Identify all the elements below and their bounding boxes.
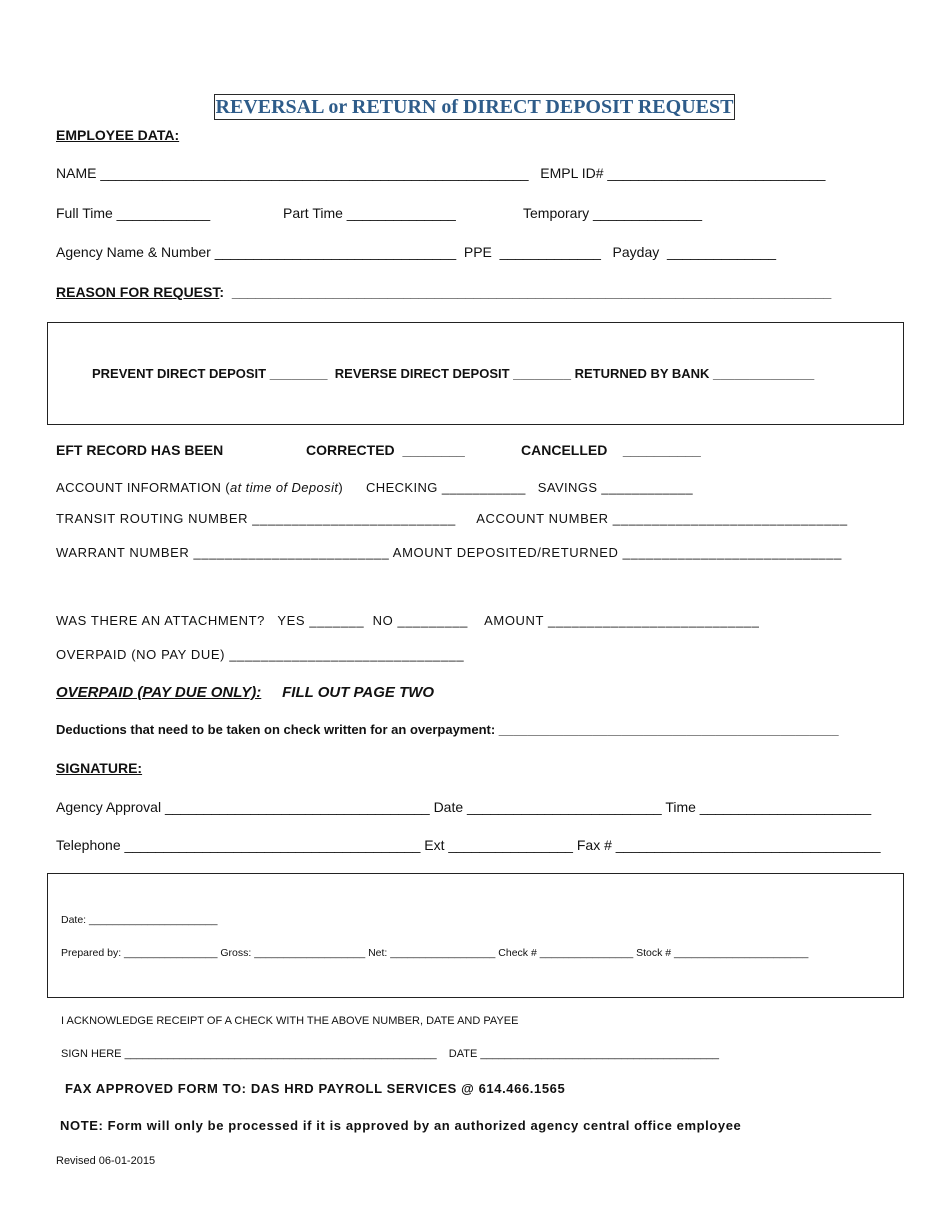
part-time-field: Part Time ______________ — [283, 205, 456, 221]
check-date-field: Date: ______________________ — [61, 914, 218, 926]
employee-data-heading: EMPLOYEE DATA: — [56, 127, 180, 143]
reason-for-request-row — [56, 284, 831, 300]
name-empl-id-line: NAME _______________________________________________________ EMPL ID# ____________________________ — [56, 165, 826, 181]
check-details-box — [47, 873, 904, 998]
temporary-field: Temporary ______________ — [523, 205, 703, 221]
revised-date: Revised 06-01-2015 — [56, 1155, 156, 1167]
check-prepared-line: Prepared by: ________________ Gross: ___________________ Net: __________________ Check # ________________ Stock # _______________________ — [61, 947, 809, 959]
eft-corrected-field: CORRECTED ________ — [306, 442, 465, 458]
eft-record-label: EFT RECORD HAS BEEN — [56, 442, 224, 458]
request-type-options: PREVENT DIRECT DEPOSIT ________ REVERSE DIRECT DEPOSIT ________ RETURNED BY BANK ______________ — [92, 366, 815, 381]
overpaid-pay-due-row — [56, 684, 434, 701]
overpaid-no-pay-line — [56, 647, 464, 662]
account-info-text: ACCOUNT INFORMATION ( — [56, 480, 231, 495]
transit-account-line: TRANSIT ROUTING NUMBER __________________________ ACCOUNT NUMBER ______________________________ — [56, 511, 848, 526]
agency-approval-line: Agency Approval __________________________________ Date _________________________ Time ______________________ — [56, 799, 872, 815]
account-info-italic: at time of Deposit — [230, 480, 339, 495]
deductions-line: Deductions that need to be taken on check written for an overpayment: _______________________________________________ — [56, 722, 839, 737]
acknowledge-text: I ACKNOWLEDGE RECEIPT OF A CHECK WITH THE ABOVE NUMBER, DATE AND PAYEE — [61, 1015, 519, 1027]
account-information-label — [56, 480, 343, 495]
reason-line: _____________________________________________________________________________ — [231, 284, 832, 300]
signature-heading: SIGNATURE: — [56, 760, 143, 776]
reason-colon: : — [219, 284, 225, 300]
sign-here-line: SIGN HERE ___________________________________________________ DATE _______________________________________ — [61, 1048, 719, 1060]
reason-label: REASON FOR REQUEST — [56, 284, 220, 300]
form-title: REVERSAL or RETURN of DIRECT DEPOSIT REQUEST — [215, 96, 734, 118]
full-time-field: Full Time ____________ — [56, 205, 211, 221]
agency-ppe-payday-line: Agency Name & Number _______________________________ PPE _____________ Payday ______________ — [56, 244, 777, 260]
processing-note: NOTE: Form will only be processed if it is approved by an authorized agency central office employee — [60, 1118, 742, 1133]
telephone-line: Telephone ______________________________________ Ext ________________ Fax # __________________________________ — [56, 837, 881, 853]
eft-cancelled-field: CANCELLED __________ — [521, 442, 701, 458]
account-info-close: ) — [338, 480, 344, 495]
overpaid-no-pay-text: OVERPAID (NO PAY DUE) ______________________________ — [56, 647, 465, 662]
warrant-amount-line: WARRANT NUMBER _________________________ AMOUNT DEPOSITED/RETURNED ____________________________ — [56, 545, 842, 560]
checking-savings-fields: CHECKING ___________ SAVINGS ____________ — [366, 480, 693, 495]
overpaid-pay-due-label: OVERPAID (PAY DUE ONLY): — [56, 684, 262, 701]
fax-instructions: FAX APPROVED FORM TO: DAS HRD PAYROLL SERVICES @ 614.466.1565 — [65, 1081, 566, 1096]
fill-out-page-two: FILL OUT PAGE TWO — [282, 684, 435, 701]
attachment-line: WAS THERE AN ATTACHMENT? YES _______ NO _________ AMOUNT ___________________________ — [56, 613, 760, 628]
